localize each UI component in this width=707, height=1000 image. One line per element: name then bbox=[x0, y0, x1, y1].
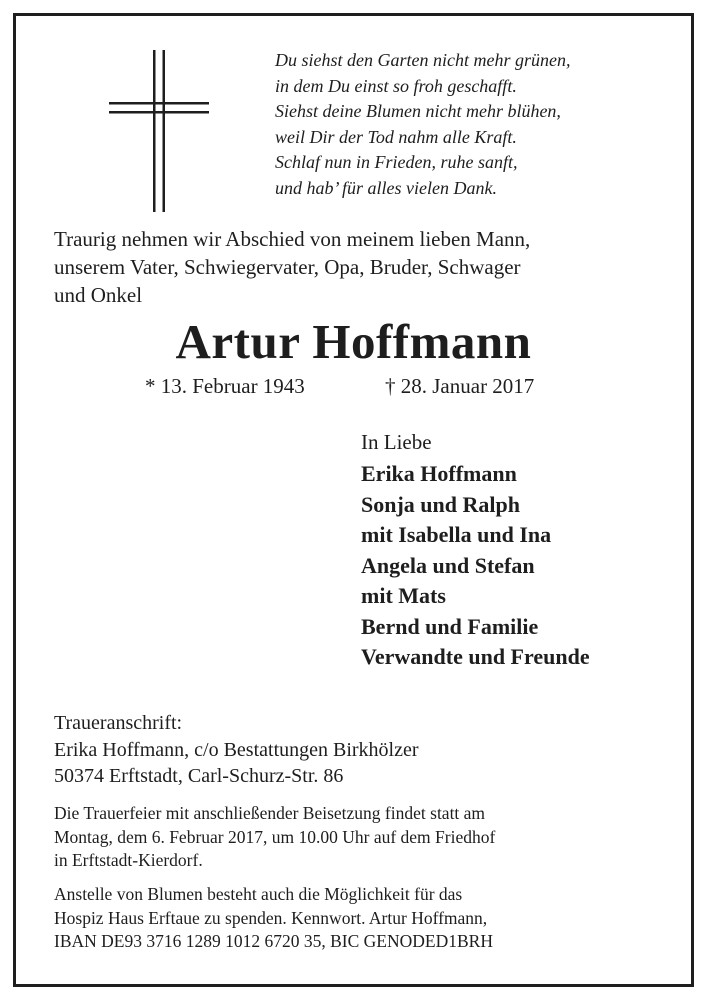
death-date: † 28. Januar 2017 bbox=[385, 374, 535, 398]
mourning-address bbox=[54, 710, 419, 790]
funeral-details bbox=[54, 802, 495, 873]
family-member: Verwandte und Freunde bbox=[361, 644, 590, 669]
family-member: Bernd und Familie bbox=[361, 613, 539, 639]
family-member: mit Isabella und Ina bbox=[361, 522, 552, 547]
donation-line: Anstelle von Blumen besteht auch die Möglichkeit für das bbox=[54, 884, 463, 904]
donation-line: Hospiz Haus Erftaue zu spenden. Kennwort. Artur Hoffmann, bbox=[54, 907, 488, 928]
family-intro: In Liebe bbox=[361, 430, 432, 454]
cross-icon bbox=[109, 50, 209, 212]
family-member: Angela und Stefan bbox=[361, 552, 535, 578]
announcement-intro bbox=[54, 225, 530, 309]
donation-notice bbox=[54, 883, 493, 954]
family-member: Erika Hoffmann bbox=[361, 461, 517, 486]
intro-line: Traurig nehmen wir Abschied von meinem lieben Mann, bbox=[54, 227, 531, 251]
poem bbox=[275, 48, 570, 201]
intro-line: und Onkel bbox=[54, 283, 143, 307]
address-line: Erika Hoffmann, c/o Bestattungen Birkhölzer bbox=[54, 738, 419, 761]
poem-line: Schlaf nun in Frieden, ruhe sanft, bbox=[275, 152, 518, 172]
poem-line: und hab’ für alles vielen Dank. bbox=[275, 177, 497, 198]
family-member: Sonja und Ralph bbox=[361, 491, 520, 517]
ceremony-line: Montag, dem 6. Februar 2017, um 10.00 Uhr auf dem Friedhof bbox=[54, 826, 496, 847]
family-member: mit Mats bbox=[361, 583, 446, 608]
poem-line: Siehst deine Blumen nicht mehr blühen, bbox=[275, 101, 561, 121]
ceremony-line: in Erftstadt-Kierdorf. bbox=[54, 850, 203, 870]
address-line: Traueranschrift: bbox=[54, 712, 183, 734]
address-line: 50374 Erftstadt, Carl-Schurz-Str. 86 bbox=[54, 765, 344, 787]
intro-line: unserem Vater, Schwiegervater, Opa, Bruder, Schwager bbox=[54, 255, 521, 279]
birth-date: * 13. Februar 1943 bbox=[145, 374, 305, 398]
deceased-name: Artur Hoffmann bbox=[175, 314, 532, 369]
family-list bbox=[361, 428, 590, 673]
poem-line: weil Dir der Tod nahm alle Kraft. bbox=[275, 126, 517, 147]
poem-line: Du siehst den Garten nicht mehr grünen, bbox=[275, 50, 571, 70]
ceremony-line: Die Trauerfeier mit anschließender Beisetzung findet statt am bbox=[54, 803, 486, 823]
donation-line: IBAN DE93 3716 1289 1012 6720 35, BIC GENODED1BRH bbox=[54, 931, 493, 951]
poem-line: in dem Du einst so froh geschafft. bbox=[275, 75, 517, 96]
